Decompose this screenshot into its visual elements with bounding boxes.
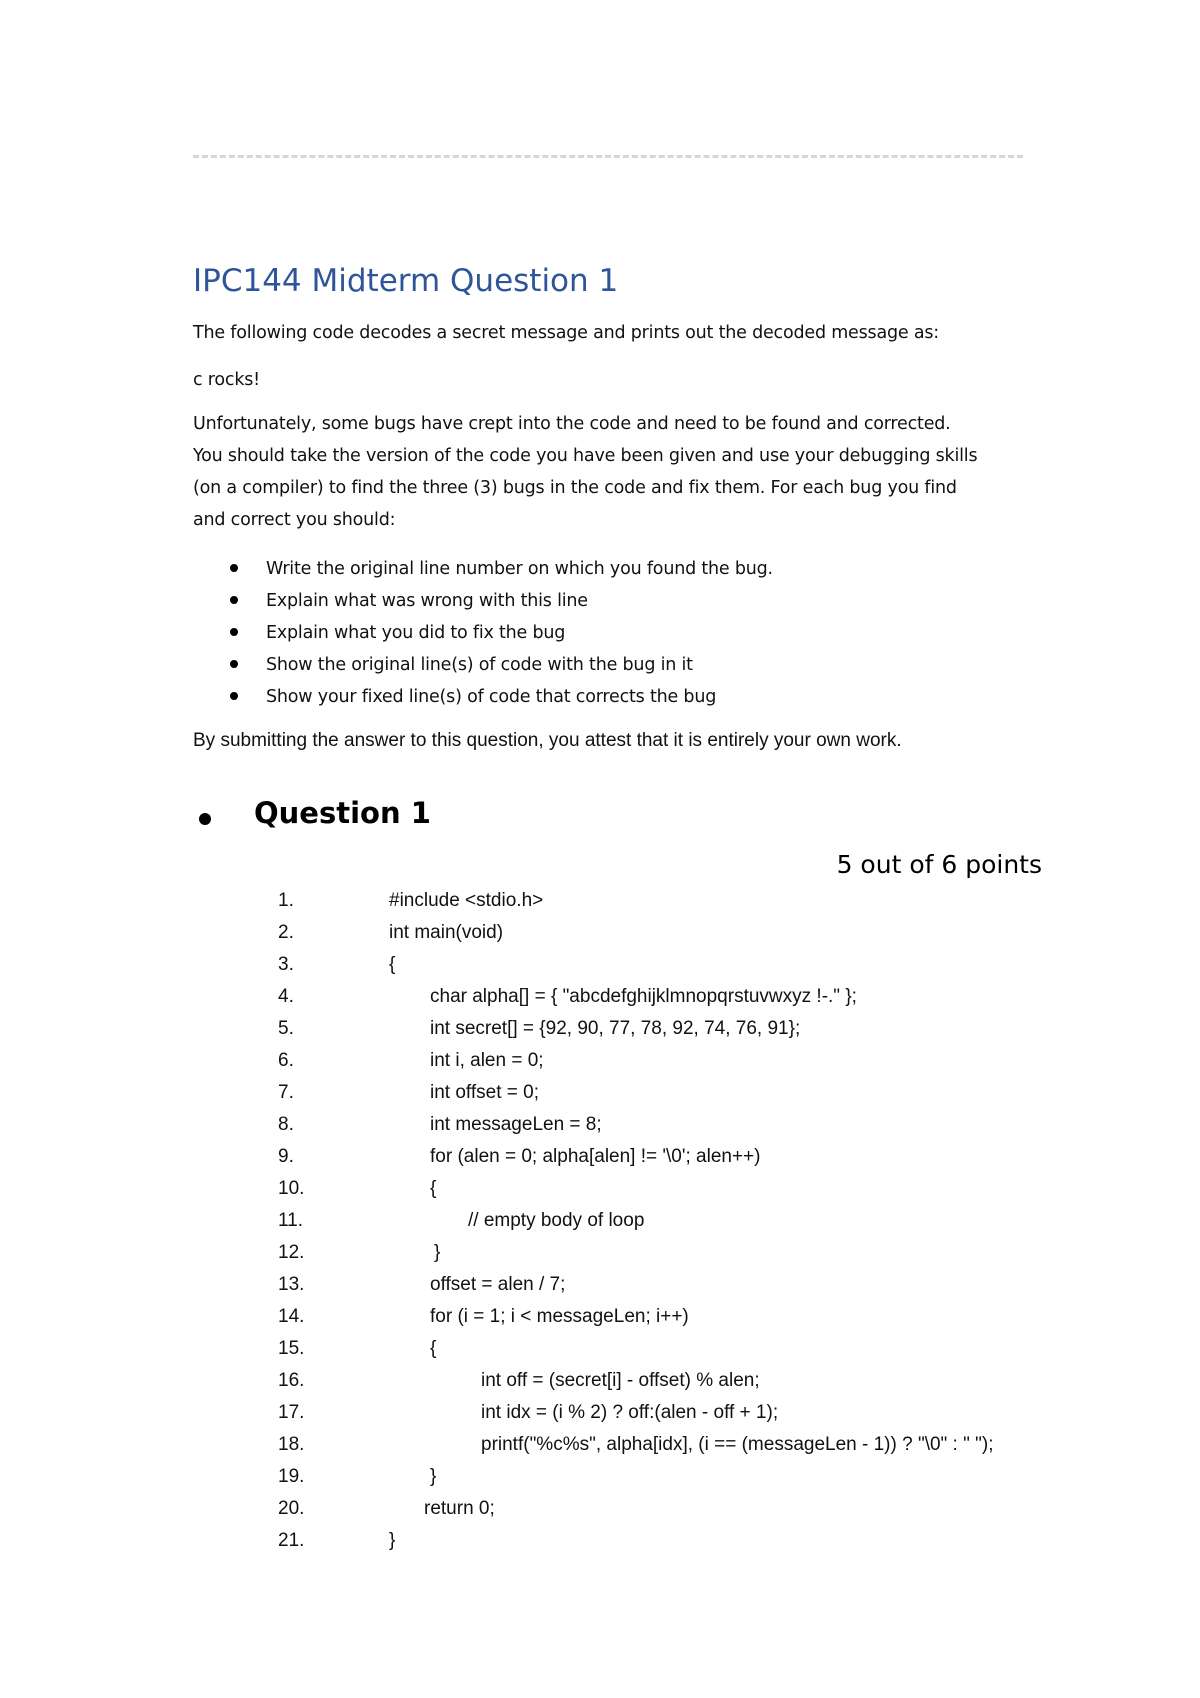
list-item xyxy=(193,649,773,681)
line-number: 13. xyxy=(278,1274,305,1295)
line-number: 4. xyxy=(278,986,294,1007)
code-line xyxy=(0,1045,1200,1077)
line-number: 10. xyxy=(278,1178,305,1199)
line-number: 20. xyxy=(278,1498,305,1519)
code-line xyxy=(0,981,1200,1013)
line-number: 9. xyxy=(278,1146,294,1167)
list-item xyxy=(193,617,773,649)
line-number: 1. xyxy=(278,890,294,911)
line-number: 21. xyxy=(278,1530,305,1551)
line-code: #include <stdio.h> xyxy=(389,890,544,911)
list-item xyxy=(193,681,773,713)
line-code: int i, alen = 0; xyxy=(430,1050,544,1071)
line-number: 6. xyxy=(278,1050,294,1071)
line-code: { xyxy=(430,1338,437,1359)
line-number: 2. xyxy=(278,922,294,943)
line-code: { xyxy=(430,1178,437,1199)
line-number: 14. xyxy=(278,1306,305,1327)
line-code: for (alen = 0; alpha[alen] != '\0'; alen++) xyxy=(430,1146,761,1167)
code-line xyxy=(0,1429,1200,1461)
line-number: 11. xyxy=(278,1210,304,1231)
code-line xyxy=(0,1333,1200,1365)
bullet-icon xyxy=(230,660,238,668)
requirements-list xyxy=(193,553,773,713)
line-code: int offset = 0; xyxy=(430,1082,539,1103)
list-item-text: Show your fixed line(s) of code that corrects the bug xyxy=(266,687,717,707)
code-line xyxy=(0,1493,1200,1525)
line-code: } xyxy=(434,1242,441,1263)
line-code: int secret[] = {92, 90, 77, 78, 92, 74, 76, 91}; xyxy=(430,1018,801,1039)
list-item xyxy=(193,553,773,585)
list-item xyxy=(193,585,773,617)
code-line xyxy=(0,1269,1200,1301)
instructions-line: You should take the version of the code you have been given and use your debugging skills xyxy=(193,446,978,466)
line-code: char alpha[] = { "abcdefghijklmnopqrstuvwxyz !-." }; xyxy=(430,986,857,1007)
intro-text: The following code decodes a secret message and prints out the decoded message as: xyxy=(193,323,939,343)
line-number: 18. xyxy=(278,1434,305,1455)
line-number: 5. xyxy=(278,1018,294,1039)
line-number: 8. xyxy=(278,1114,294,1135)
output-example: c rocks! xyxy=(193,370,260,390)
list-item-text: Explain what you did to fix the bug xyxy=(266,623,566,643)
instructions-line: and correct you should: xyxy=(193,510,396,530)
code-line xyxy=(0,1461,1200,1493)
code-line xyxy=(0,1141,1200,1173)
code-line xyxy=(0,1109,1200,1141)
code-line xyxy=(0,949,1200,981)
code-line xyxy=(0,1205,1200,1237)
line-code: int idx = (i % 2) ? off:(alen - off + 1); xyxy=(481,1402,779,1423)
line-code: int main(void) xyxy=(389,922,504,943)
question-heading: Question 1 xyxy=(254,796,431,830)
bullet-icon xyxy=(230,596,238,604)
instructions-line: Unfortunately, some bugs have crept into the code and need to be found and corrected. xyxy=(193,414,951,434)
line-code: } xyxy=(430,1466,437,1487)
code-line xyxy=(0,917,1200,949)
line-number: 15. xyxy=(278,1338,305,1359)
line-code: } xyxy=(389,1530,396,1551)
points-score: 5 out of 6 points xyxy=(836,850,1042,879)
code-line xyxy=(0,1525,1200,1557)
line-number: 16. xyxy=(278,1370,305,1391)
line-code: printf("%c%s", alpha[idx], (i == (messageLen - 1)) ? "\0" : " "); xyxy=(481,1434,994,1455)
code-line xyxy=(0,1173,1200,1205)
code-line xyxy=(0,1301,1200,1333)
line-number: 12. xyxy=(278,1242,305,1263)
line-number: 19. xyxy=(278,1466,305,1487)
bullet-icon xyxy=(230,692,238,700)
attestation-text: By submitting the answer to this question, you attest that it is entirely your own work. xyxy=(193,730,902,751)
list-item-text: Write the original line number on which you found the bug. xyxy=(266,559,773,579)
code-line xyxy=(0,1237,1200,1269)
list-item-text: Show the original line(s) of code with the bug in it xyxy=(266,655,693,675)
line-code: offset = alen / 7; xyxy=(430,1274,566,1295)
code-line xyxy=(0,1365,1200,1397)
code-line xyxy=(0,1077,1200,1109)
line-code: int messageLen = 8; xyxy=(430,1114,602,1135)
instructions-paragraph xyxy=(193,408,977,536)
list-item-text: Explain what was wrong with this line xyxy=(266,591,588,611)
line-number: 7. xyxy=(278,1082,294,1103)
line-code: for (i = 1; i < messageLen; i++) xyxy=(430,1306,689,1327)
line-code: return 0; xyxy=(424,1498,495,1519)
header-divider xyxy=(193,155,1023,158)
code-line xyxy=(0,1013,1200,1045)
bullet-icon xyxy=(230,564,238,572)
instructions-line: (on a compiler) to find the three (3) bugs in the code and fix them. For each bug you find xyxy=(193,478,957,498)
line-code: int off = (secret[i] - offset) % alen; xyxy=(481,1370,760,1391)
line-code: // empty body of loop xyxy=(468,1210,645,1231)
line-code: { xyxy=(389,954,396,975)
line-number: 3. xyxy=(278,954,294,975)
code-line xyxy=(0,885,1200,917)
document-title: IPC144 Midterm Question 1 xyxy=(193,263,619,299)
bullet-icon xyxy=(230,628,238,636)
code-line xyxy=(0,1397,1200,1429)
code-listing xyxy=(0,885,1200,1557)
line-number: 17. xyxy=(278,1402,305,1423)
question-bullet-icon xyxy=(199,813,211,825)
